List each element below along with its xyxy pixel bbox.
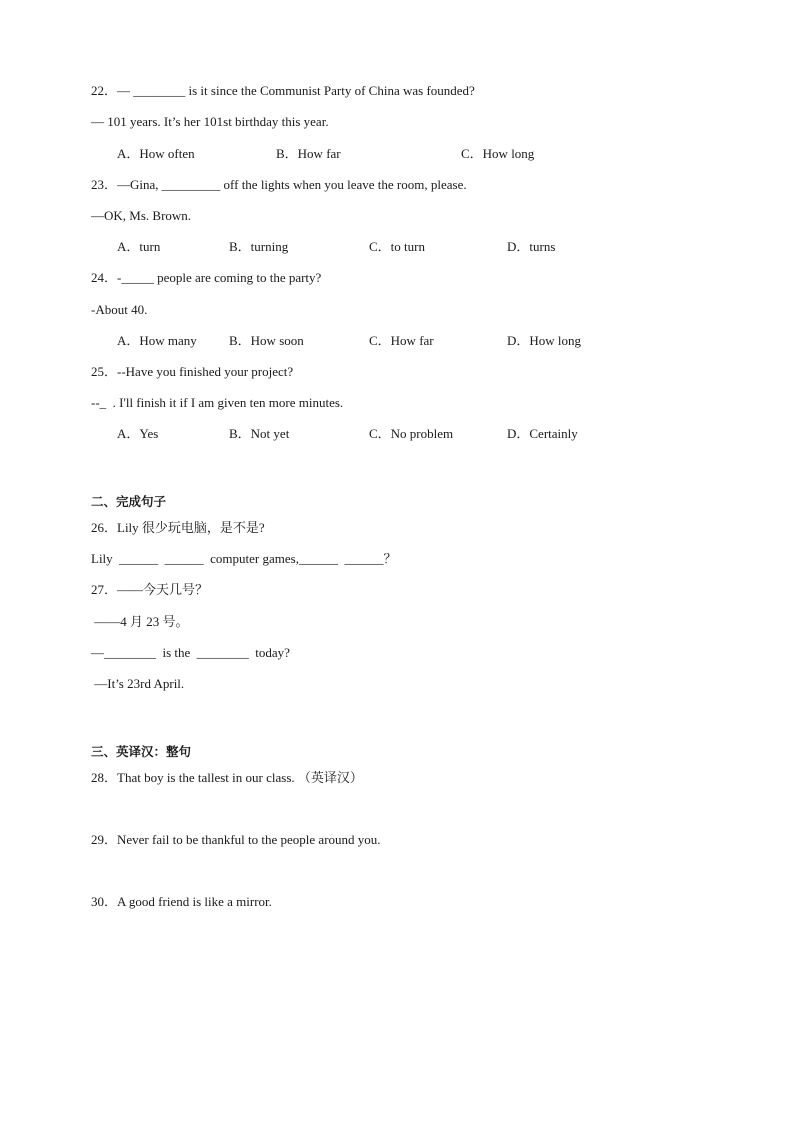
question-24-option-b: B．How soon [229,333,304,348]
question-22-option-a: A．How often [117,146,195,161]
question-23-option-b: B．turning [229,239,289,254]
question-26-stem: 26．Lily 很少玩电脑，是不是? [91,520,265,535]
question-25-option-d: D．Certainly [507,426,578,441]
question-24-option-d: D．How long [507,333,582,348]
question-25-response: --_ . I'll finish it if I am given ten more minutes. [91,395,344,410]
question-22-option-c: C．How long [461,146,535,161]
section-3-heading: 三、英译汉：整句 [91,744,192,759]
question-29: 29．Never fail to be thankful to the people around you. [91,832,381,847]
question-30: 30．A good friend is like a mirror. [91,894,272,909]
section-2-heading: 二、完成句子 [91,494,167,509]
question-24-option-c: C．How far [369,333,434,348]
question-25-option-b: B．Not yet [229,426,290,441]
question-23-option-c: C．to turn [369,239,425,254]
question-27-stem: 27．——今天几号？ [91,582,209,597]
question-24-stem: 24．-_____ people are coming to the party? [91,270,322,285]
question-27-response: ——4 月 23 号。 [91,614,189,629]
question-25-stem: 25．--Have you finished your project? [91,364,294,379]
question-23-option-d: D．turns [507,239,556,254]
question-28: 28．That boy is the tallest in our class. （英译汉） [91,770,363,785]
question-22-response: — 101 years. It’s her 101st birthday this year. [91,114,329,129]
question-23-option-a: A．turn [117,239,161,254]
question-22-option-b: B．How far [276,146,341,161]
question-22-stem: 22．— ________ is it since the Communist Party of China was founded? [91,83,475,98]
question-26-answer-line: Lily ______ ______ computer games,______ ______？ [91,551,397,566]
question-27-answer-reply: —It’s 23rd April. [91,676,185,691]
question-27-answer-line: —________ is the ________ today? [91,645,290,660]
question-24-response: -About 40. [91,302,148,317]
question-25-option-a: A．Yes [117,426,159,441]
question-24-option-a: A．How many [117,333,197,348]
question-23-stem: 23．—Gina, _________ off the lights when you leave the room, please. [91,177,467,192]
question-23-response: —OK, Ms. Brown. [91,208,192,223]
question-25-option-c: C．No problem [369,426,454,441]
